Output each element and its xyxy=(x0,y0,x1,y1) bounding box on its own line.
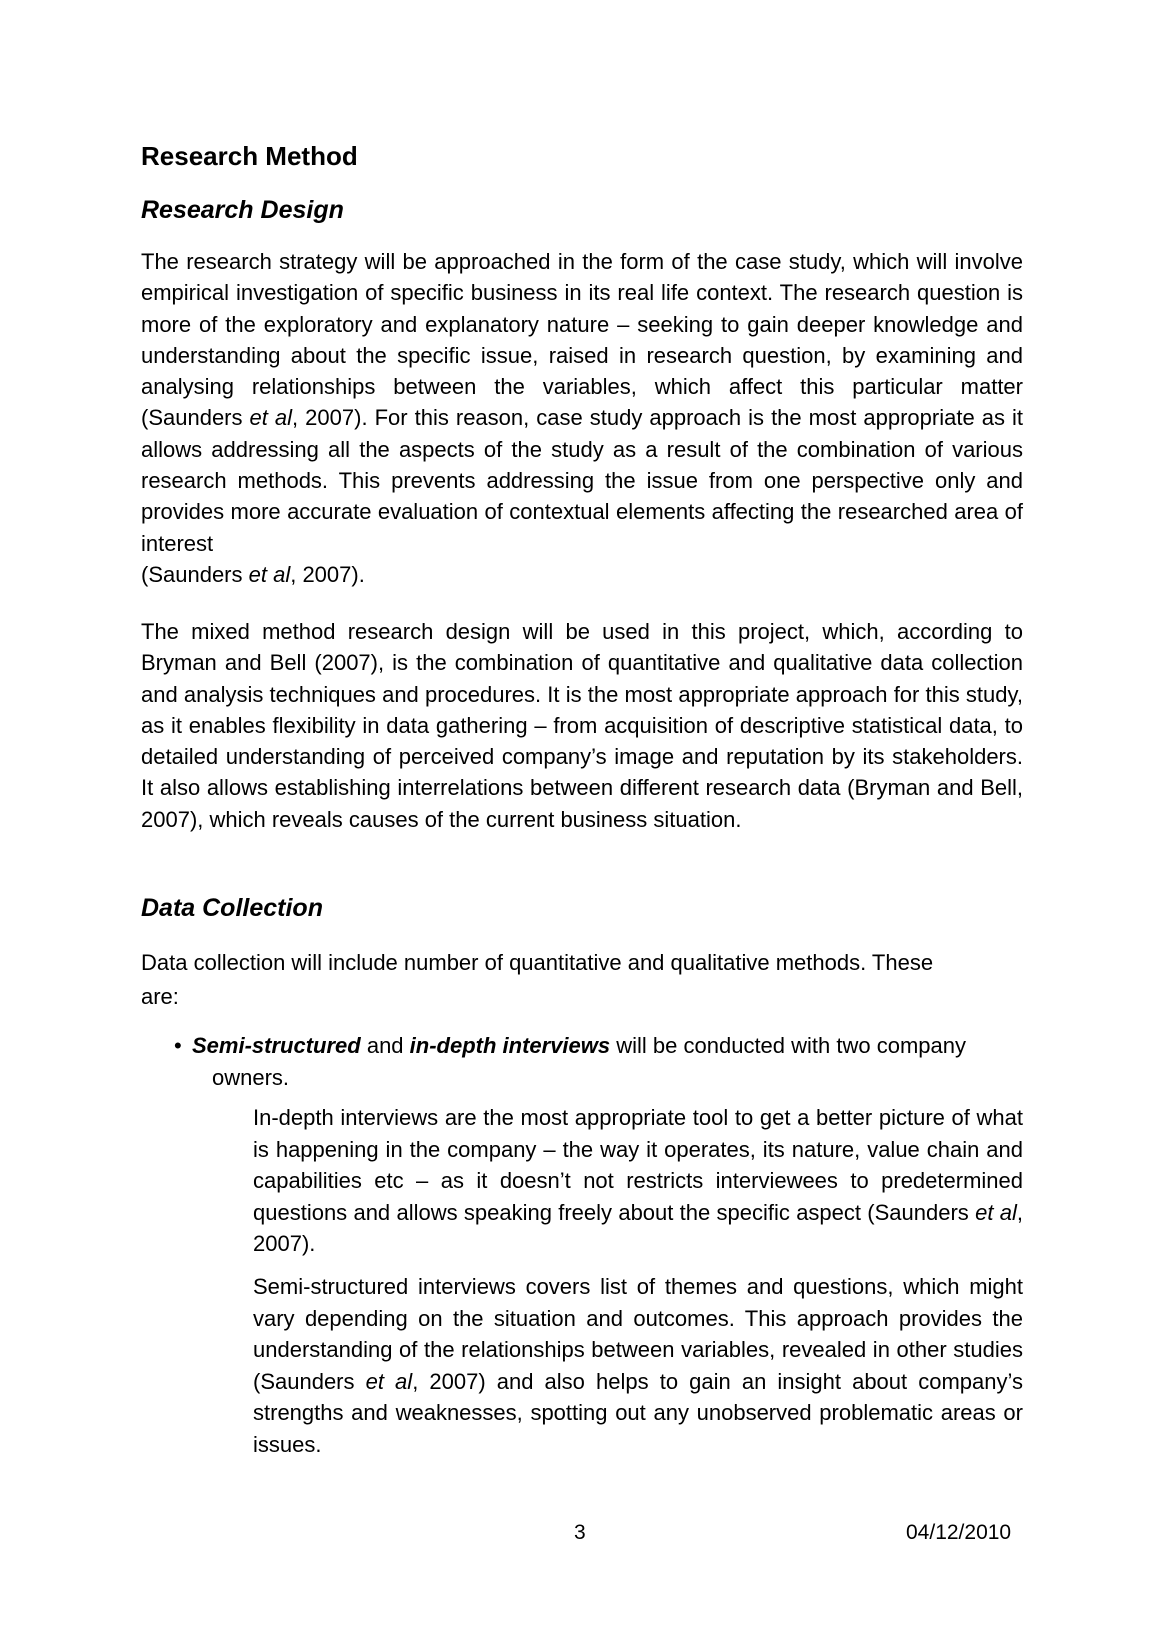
section-title-research-design: Research Design xyxy=(141,196,344,224)
list-item: • Semi-structured and in-depth interviews will be conducted with two company owners. xyxy=(174,1030,1023,1094)
data-collection-intro: Data collection will include number of quantitative and qualitative methods. These are: xyxy=(141,950,934,1009)
page-number: 3 xyxy=(574,1521,586,1544)
footer-date: 04/12/2010 xyxy=(906,1521,1012,1544)
page-heading: Research Method xyxy=(141,141,358,171)
bullet-icon: • xyxy=(174,1033,182,1058)
section-title-data-collection: Data Collection xyxy=(141,894,323,922)
research-design-paragraph-1: The research strategy will be approached in the form of the case study, which will involve empirical investigation of specific business in its real life context. The research question is more of the exploratory and explanatory nature – seeking to gain deeper knowledge and understanding about the specific issue, raised in research question, by examining and analysing relationships between the variables, which affect this particular matter (Saunders et al, 2007). For this reason, case study approach is the most appropriate as it allows addressing all the aspects of the study as a result of the combination of various research methods. This prevents addressing the issue from one perspective only and provides more accurate evaluation of contextual elements affecting the researched area of interest (Saunders et al, 2007). xyxy=(141,249,1023,587)
semi-structured-interviews-paragraph: Semi-structured interviews covers list of themes and questions, which might vary depending on the situation and outcomes. This approach provides the understanding of the relationships between variables, revealed in other studies (Saunders et al, 2007) and also helps to gain an insight about company’s strengths and weaknesses, spotting out any unobserved problematic areas or issues. xyxy=(253,1274,1023,1457)
research-design-paragraph-2: The mixed method research design will be used in this project, which, according to Bryman and Bell (2007), is the combination of quantitative and qualitative data collection and analysis techniques and procedures. It is the most appropriate approach for this study, as it enables flexibility in data gathering – from acquisition of descriptive statistical data, to detailed understanding of perceived company’s image and reputation by its stakeholders. It also allows establishing interrelations between different research data (Bryman and Bell, 2007), which reveals causes of the current business situation. xyxy=(141,619,1023,832)
in-depth-interviews-paragraph: In-depth interviews are the most appropriate tool to get a better picture of what is happening in the company – the way it operates, its nature, value chain and capabilities etc – as it doesn’t not restricts interviewees to predetermined questions and allows speaking freely about the specific aspect (Saunders et al, 2007). xyxy=(253,1105,1023,1257)
